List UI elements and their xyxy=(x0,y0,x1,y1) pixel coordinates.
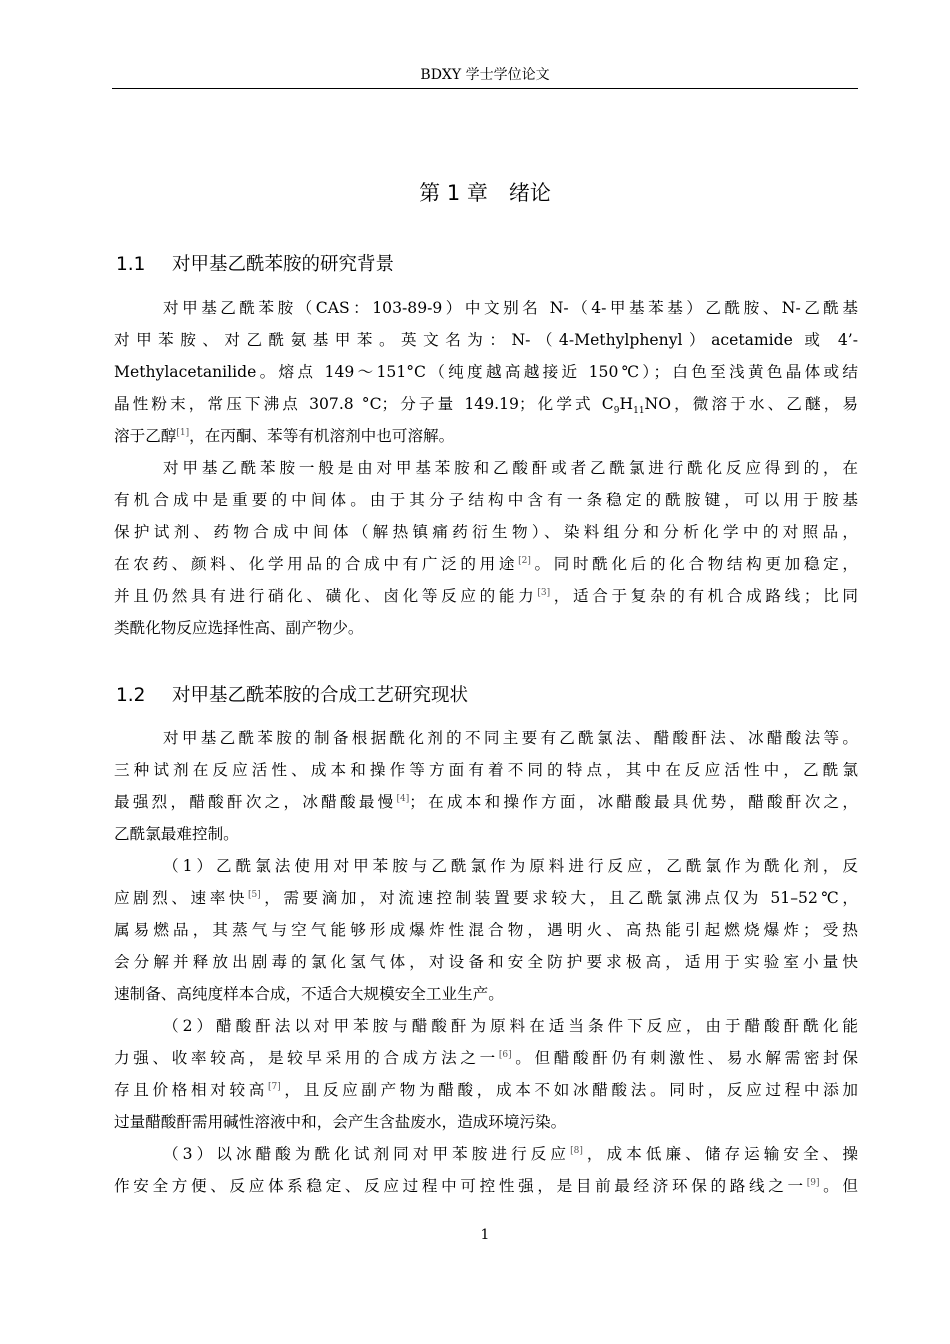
paragraph-line: 会分解并释放出剧毒的氯化氢气体，对设备和安全防护要求极高，适用于实验室小量快 xyxy=(114,953,858,971)
paragraph-line xyxy=(114,422,858,450)
text-run: 最强烈，醋酸酐次之，冰醋酸最慢 xyxy=(114,793,397,811)
section-title-text: 对甲基乙酰苯胺的研究背景 xyxy=(172,254,395,275)
text-run: 应剧烈、速率快 xyxy=(114,889,248,907)
paragraph-line: 有机合成中是重要的中间体。由于其分子结构中含有一条稳定的酰胺键，可以用于胺基 xyxy=(114,491,858,509)
section-number: 1.1 xyxy=(116,254,146,275)
citation-ref: [9] xyxy=(806,1177,820,1188)
text-run: ，成本低廉、储存运输安全、操 xyxy=(582,1145,858,1163)
subscript: 11 xyxy=(633,406,645,417)
paragraph-line: Methylacetanilide。熔点 149～151°C（纯度越高越接近 150℃）；白色至浅黄色晶体或结 xyxy=(114,363,858,381)
chapter-title: 第 1 章 绪论 xyxy=(419,181,551,205)
text-run: ，适合于复杂的有机合成路线；比同 xyxy=(550,587,858,605)
text-run: 并且仍然具有进行硝化、磺化、卤化等反应的能力 xyxy=(114,587,538,605)
paragraph-line: 属易燃品，其蒸气与空气能够形成爆炸性混合物，遇明火、高热能引起燃烧爆炸；受热 xyxy=(114,921,858,939)
paragraph-line xyxy=(163,1140,858,1168)
paragraph-line xyxy=(114,788,858,816)
paragraph-line: 过量醋酸酐需用碱性溶液中和，会产生含盐废水，造成环境污染。 xyxy=(114,1113,567,1131)
text-run: 在农药、颜料、化学用品的合成中有广泛的用途 xyxy=(114,555,519,573)
paragraph-line: （2）醋酸酐法以对甲苯胺与醋酸酐为原料在适当条件下反应，由于醋酸酐酰化能 xyxy=(163,1017,858,1035)
text-run: 。同时酰化后的化合物结构更加稳定， xyxy=(530,555,858,573)
header-rule xyxy=(112,88,858,89)
paragraph-line xyxy=(114,1172,858,1200)
paragraph-line: 对甲基乙酰苯胺一般是由对甲基苯胺和乙酸酐或者乙酰氯进行酰化反应得到的，在 xyxy=(163,459,858,477)
text-run: （3）以冰醋酸为酰化试剂同对甲苯胺进行反应 xyxy=(163,1145,571,1163)
section-number: 1.2 xyxy=(116,685,146,706)
citation-ref: [8] xyxy=(570,1145,583,1156)
text-run: H xyxy=(619,395,634,413)
text-run: ，在丙酮、苯等有机溶剂中也可溶解。 xyxy=(189,427,455,445)
paragraph-line xyxy=(114,582,858,610)
text-run: 作安全方便、反应体系稳定、反应过程中可控性强，是目前最经济环保的路线之一 xyxy=(114,1177,807,1195)
paragraph-line: 乙酰氯最难控制。 xyxy=(114,825,239,843)
paragraph-line: 保护试剂、药物合成中间体（解热镇痛药衍生物）、染料组分和分析化学中的对照品， xyxy=(114,523,858,541)
text-run: 。但醋酸酐仍有刺激性、易水解需密封保 xyxy=(511,1049,858,1067)
text-run: 力强、收率较高，是较早采用的合成方法之一 xyxy=(114,1049,499,1067)
citation-ref: [4] xyxy=(396,793,410,804)
paragraph-line: 类酰化物反应选择性高、副产物少。 xyxy=(114,619,364,637)
paragraph-line xyxy=(114,1076,858,1104)
paragraph-line: 对甲基乙酰苯胺的制备根据酰化剂的不同主要有乙酰氯法、醋酸酐法、冰醋酸法等。 xyxy=(163,729,858,747)
text-run: ；在成本和操作方面，冰醋酸最具优势，醋酸酐次之， xyxy=(409,793,858,811)
paragraph-line xyxy=(114,550,858,578)
section-heading-1-2 xyxy=(116,683,468,709)
page-number: 1 xyxy=(480,1227,490,1243)
text-run: 溶于乙醇 xyxy=(114,427,177,445)
running-header: BDXY 学士学位论文 xyxy=(420,67,550,83)
text-run: 存且价格相对较高 xyxy=(114,1081,268,1099)
subscript: 9 xyxy=(613,406,620,417)
text-run: 晶性粉末，常压下沸点 307.8 °C；分子量 149.19；化学式 C xyxy=(114,395,614,413)
section-heading-1-1 xyxy=(116,252,394,278)
citation-ref: [3] xyxy=(537,587,551,598)
citation-ref: [1] xyxy=(176,427,190,438)
citation-ref: [5] xyxy=(247,889,261,900)
text-run: 。但 xyxy=(819,1177,858,1195)
paragraph-line: 对甲基乙酰苯胺（CAS：103-89-9）中文别名 N-（4-甲基苯基）乙酰胺、N-乙酰基 xyxy=(163,299,858,317)
text-run: NO，微溶于水、乙醚，易 xyxy=(644,395,858,413)
section-title-text: 对甲基乙酰苯胺的合成工艺研究现状 xyxy=(172,685,469,706)
paragraph-line: （1）乙酰氯法使用对甲苯胺与乙酰氯作为原料进行反应，乙酰氯作为酰化剂，反 xyxy=(163,857,858,875)
paragraph-line xyxy=(114,1044,858,1072)
text-run: ，需要滴加，对流速控制装置要求较大，且乙酰氯沸点仅为 51–52℃， xyxy=(260,889,858,907)
citation-ref: [6] xyxy=(498,1049,512,1060)
paragraph-line xyxy=(114,390,858,418)
citation-ref: [2] xyxy=(518,555,531,566)
paragraph-line: 速制备、高纯度样本合成，不适合大规模安全工业生产。 xyxy=(114,985,504,1003)
paragraph-line: 三种试剂在反应活性、成本和操作等方面有着不同的特点，其中在反应活性中，乙酰氯 xyxy=(114,761,858,779)
paragraph-line xyxy=(114,884,858,912)
paragraph-line: 对甲苯胺、对乙酰氨基甲苯。英文名为：N-（4-Methylphenyl）acetamide 或 4’- xyxy=(114,331,858,349)
citation-ref: [7] xyxy=(267,1081,281,1092)
text-run: ，且反应副产物为醋酸，成本不如冰醋酸法。同时，反应过程中添加 xyxy=(280,1081,858,1099)
